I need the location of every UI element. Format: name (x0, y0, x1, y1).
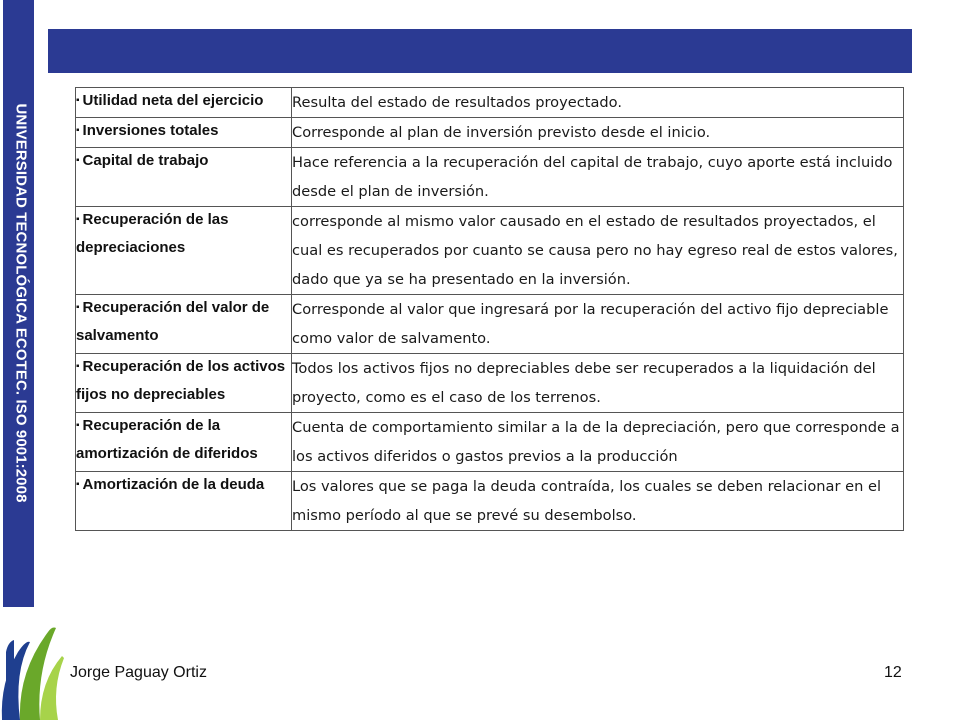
sidebar-band (3, 0, 34, 607)
term-cell (76, 354, 292, 413)
term-cell (76, 413, 292, 472)
term-label: Amortización de la deuda (82, 476, 265, 493)
square-bullet-icon: ▪ (76, 95, 80, 106)
term-cell (76, 295, 292, 354)
term-label: Recuperación de los activos fijos no depreciables (76, 358, 286, 403)
table-row (76, 295, 904, 354)
term-label: Recuperación del valor de salvamento (76, 299, 270, 344)
description-cell: Cuenta de comportamiento similar a la de la depreciación, pero que corresponde a los activos diferidos o gastos previos a la producción (292, 413, 904, 472)
description-cell: Resulta del estado de resultados proyectado. (292, 88, 904, 118)
cash-flow-items-table (75, 87, 904, 531)
term-cell (76, 207, 292, 295)
term-label: Capital de trabajo (82, 152, 209, 169)
description-cell: Los valores que se paga la deuda contraída, los cuales se deben relacionar en el mismo período al que se prevé su desembolso. (292, 472, 904, 531)
description-cell: Corresponde al plan de inversión previsto desde el inicio. (292, 118, 904, 148)
table-row (76, 118, 904, 148)
table-row (76, 207, 904, 295)
square-bullet-icon: ▪ (76, 125, 80, 136)
square-bullet-icon: ▪ (76, 361, 80, 372)
term-cell (76, 88, 292, 118)
square-bullet-icon: ▪ (76, 420, 80, 431)
square-bullet-icon: ▪ (76, 155, 80, 166)
table-row (76, 472, 904, 531)
university-logo (0, 612, 66, 720)
page-number: 12 (884, 664, 902, 681)
description-cell: corresponde al mismo valor causado en el estado de resultados proyectados, el cual es recuperados por cuanto se causa pero no hay egreso real de estos valores, dado que ya se ha presentado en la inversión. (292, 207, 904, 295)
university-name: UNIVERSIDAD TECNOLÓGICA ECOTEC. ISO 9001:2008 (12, 103, 30, 503)
table-row (76, 354, 904, 413)
term-label: Inversiones totales (82, 122, 219, 139)
square-bullet-icon: ▪ (76, 479, 80, 490)
term-cell (76, 148, 292, 207)
description-cell: Corresponde al valor que ingresará por la recuperación del activo fijo depreciable como valor de salvamento. (292, 295, 904, 354)
table-row (76, 413, 904, 472)
description-cell: Hace referencia a la recuperación del capital de trabajo, cuyo aporte está incluido desde el plan de inversión. (292, 148, 904, 207)
term-label: Recuperación de la amortización de diferidos (76, 417, 258, 462)
logo-lightgreen-leaf (40, 656, 64, 720)
term-label: Utilidad neta del ejercicio (82, 92, 264, 109)
term-cell (76, 118, 292, 148)
square-bullet-icon: ▪ (76, 214, 80, 225)
square-bullet-icon: ▪ (76, 302, 80, 313)
title-bar (48, 29, 912, 73)
footer-author: Jorge Paguay Ortiz (70, 664, 207, 681)
term-label: Recuperación de las depreciaciones (76, 211, 229, 256)
term-cell (76, 472, 292, 531)
table-row (76, 148, 904, 207)
table-row (76, 88, 904, 118)
description-cell: Todos los activos fijos no depreciables debe ser recuperados a la liquidación del proyecto, como es el caso de los terrenos. (292, 354, 904, 413)
